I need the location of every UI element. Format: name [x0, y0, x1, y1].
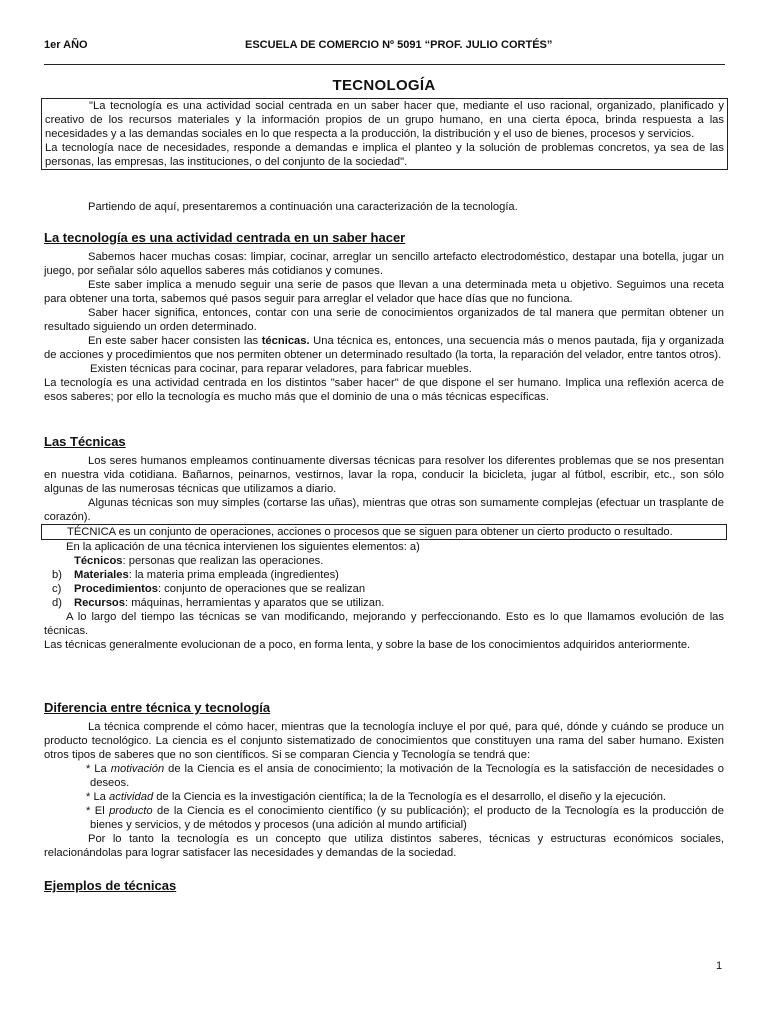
- bullet-post: de la Ciencia es el conocimiento científico (y su publicación); el producto de la Tecnología es la producción de bienes y servicios, y de métodos y procesos (una adición al mundo artificial): [90, 805, 724, 831]
- p4-bold-term: técnicas.: [261, 335, 310, 347]
- element-item-desc: : la materia prima empleada (ingredientes): [128, 569, 339, 581]
- intro-paragraph: Partiendo de aquí, presentaremos a continuación una caracterización de la tecnología.: [88, 201, 518, 213]
- bullet-pre: * La: [86, 791, 110, 803]
- saber-hacer-paragraph-4: [44, 334, 724, 362]
- p4-post: Una técnica es, entonces, una secuencia más o menos pautada, fija y organizada de acciones y procedimientos que nos permiten obtener un determinado resultado (la torta, la reparación del velador, entre tantos otros).: [44, 335, 724, 361]
- saber-hacer-paragraph-6: La tecnología es una actividad centrada en los distintos "saber hacer" de que dispone el ser humano. Implica una reflexión acerca de esos saberes; por ello la tecnología es mucho más que el dominio de una o más técnicas específicas.: [44, 377, 724, 403]
- tecnica-definition: TÉCNICA es un conjunto de operaciones, acciones o procesos que se siguen para obtener un cierto producto o resultado.: [67, 526, 673, 538]
- element-item-desc: : personas que realizan las operaciones.: [122, 555, 324, 567]
- comparison-bullet: [44, 762, 724, 790]
- element-item-desc: : conjunto de operaciones que se realizan: [157, 583, 366, 595]
- saber-hacer-paragraph-3: Saber hacer significa, entonces, contar con una serie de conocimientos organizados de tal manera que permitan obtener un resultado siguiendo un orden determinado.: [44, 307, 724, 333]
- bullet-emphasis: actividad: [109, 791, 154, 803]
- element-item-term: Técnicos: [74, 555, 123, 567]
- quote-paragraph-1: "La tecnología es una actividad social centrada en un saber hacer que, mediante el uso racional, organizado, planificado y creativo de los recursos materiales y la información propios de un grupo humano, en una cierta época, brinda respuesta a las necesidades y a las demandas sociales en lo que respecta a la producción, la distribución y el uso de bienes, procesos y servicios.: [45, 100, 724, 140]
- comparison-bullet: [44, 804, 724, 832]
- section-heading-saber-hacer: La tecnología es una actividad centrada en un saber hacer: [44, 230, 406, 245]
- tecnicas-paragraph-1: Los seres humanos empleamos continuamente diversas técnicas para resolver los diferentes problemas que se nos presentan en nuestra vida cotidiana. Bañarnos, peinarnos, vestirnos, lavar la ropa, conducir la bicicleta, jugar al fútbol, escribir, etc., son sólo algunas de las numerosas técnicas que utilizamos a diario.: [44, 455, 724, 495]
- element-item-term: Materiales: [74, 569, 129, 581]
- section-diferencia: [44, 700, 724, 860]
- diferencia-paragraph-1: La técnica comprende el cómo hacer, mientras que la tecnología incluye el por qué, para qué, dónde y cuándo se produce un producto tecnológico. La ciencia es el conjunto sistematizado de conocimientos que constituyen una rama del saber humano. Existen otros tipos de saberes que no son científicos. Si se comparan Ciencia y Tecnología se tendrá que:: [44, 721, 724, 761]
- bullet-pre: * El: [86, 805, 110, 817]
- element-item-label: b): [52, 569, 62, 581]
- saber-hacer-paragraph-5: Existen técnicas para cocinar, para reparar veladores, para fabricar muebles.: [90, 363, 472, 375]
- comparison-bullet: [44, 790, 724, 804]
- tecnicas-paragraph-3: A lo largo del tiempo las técnicas se van modificando, mejorando y perfeccionando. Esto es lo que llamamos evolución de las técnicas.: [44, 611, 724, 637]
- element-item-term: Recursos: [74, 597, 125, 609]
- school-name: ESCUELA DE COMERCIO Nº 5091 “PROF. JULIO CORTÉS”: [245, 39, 553, 51]
- element-item: [44, 596, 724, 610]
- saber-hacer-paragraph-2: Este saber implica a menudo seguir una serie de pasos que llevan a una determinada meta u objetivo. Seguimos una receta para obtener una torta, sabemos qué pasos seguir para arreglar el velador que hace días que no funciona.: [44, 279, 724, 305]
- p4-pre: En este saber hacer consisten las: [88, 335, 262, 347]
- element-item: [44, 554, 724, 568]
- element-item: [44, 582, 724, 596]
- element-item-label: d): [52, 597, 62, 609]
- page-number: 1: [716, 960, 723, 972]
- bullet-emphasis: producto: [109, 805, 153, 817]
- bullet-post: de la Ciencia es la investigación científica; la de la Tecnología es el desarrollo, el diseño y la ejecución.: [153, 791, 667, 803]
- element-item-desc: : máquinas, herramientas y aparatos que se utilizan.: [125, 597, 385, 609]
- page-header: [44, 38, 724, 52]
- comparison-list: [44, 762, 724, 832]
- section-heading-ejemplos: Ejemplos de técnicas: [44, 878, 177, 893]
- section-heading-tecnicas: Las Técnicas: [44, 434, 126, 449]
- tecnicas-paragraph-2: Algunas técnicas son muy simples (cortarse las uñas), mientras que otras son sumamente complejas (efectuar un trasplante de corazón).: [44, 497, 724, 523]
- bullet-emphasis: motivación: [110, 763, 165, 775]
- element-item-term: Procedimientos: [74, 583, 158, 595]
- definition-quote-box: [41, 98, 728, 170]
- header-divider: [44, 64, 725, 65]
- quote-paragraph-2: La tecnología nace de necesidades, responde a demandas e implica el planteo y la solución de problemas concretos, ya sea de las personas, las empresas, las instituciones, o del conjunto de la sociedad".: [45, 142, 724, 168]
- section-ejemplos: [44, 878, 724, 898]
- page-title: TECNOLOGÍA: [332, 77, 436, 94]
- tecnica-definition-box: [41, 524, 727, 540]
- diferencia-paragraph-2: Por lo tanto la tecnología es un concepto que utiliza distintos saberes, técnicas y estructuras económicos sociales, relacionándolas para lograr satisfacer las necesidades y demandas de la sociedad.: [44, 833, 724, 859]
- section-tecnicas: [44, 434, 724, 652]
- element-item: [44, 568, 724, 582]
- elements-intro: En la aplicación de una técnica intervienen los siguientes elementos: a): [66, 541, 420, 553]
- elements-list: [44, 554, 724, 610]
- tecnicas-paragraph-4: Las técnicas generalmente evolucionan de a poco, en forma lenta, y sobre la base de los conocimientos adquiridos anteriormente.: [44, 639, 691, 651]
- bullet-post: de la Ciencia es el ansia de conocimiento; la motivación de la Tecnología es la satisfacción de necesidades o deseos.: [90, 763, 724, 789]
- bullet-pre: * La: [86, 763, 111, 775]
- grade-label: 1er AÑO: [44, 39, 88, 51]
- saber-hacer-paragraph-1: Sabemos hacer muchas cosas: limpiar, cocinar, arreglar un sencillo artefacto electrodoméstico, destapar una botella, jugar un juego, por señalar sólo aquellos saberes más cotidianos y comunes.: [44, 251, 724, 277]
- element-item-label: c): [52, 583, 62, 595]
- section-saber-hacer: [44, 230, 724, 404]
- section-heading-diferencia: Diferencia entre técnica y tecnología: [44, 700, 271, 715]
